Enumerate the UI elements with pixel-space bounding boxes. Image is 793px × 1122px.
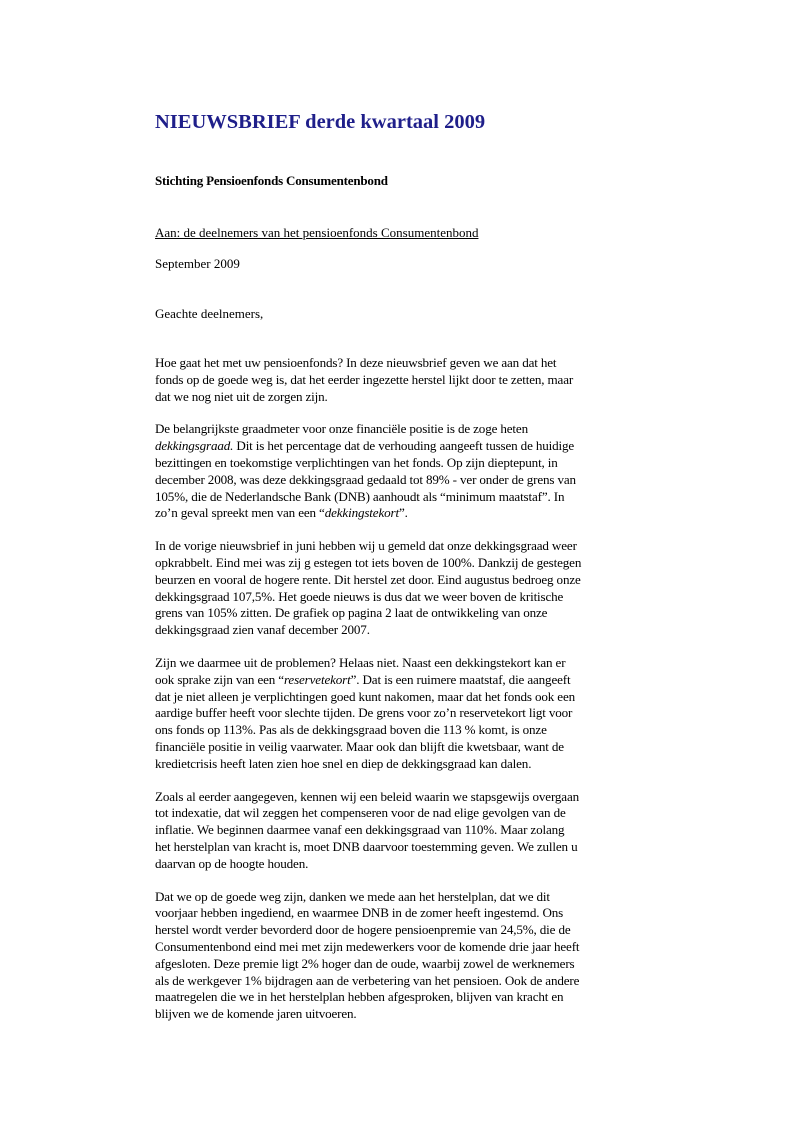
text-run: dekkingsgraad zien vanaf december 2007. (155, 622, 370, 638)
paragraph-line (155, 905, 650, 922)
paragraph-line (155, 438, 650, 455)
text-run: Dat we op de goede weg zijn, danken we mede aan het herstelplan, dat we dit (155, 888, 550, 904)
text-run: daarvan op de hoogte houden. (155, 855, 309, 871)
text-run: als de werkgever 1% bijdragen aan de verbetering van het pensioen. Ook de andere (155, 972, 580, 988)
paragraph-3 (155, 538, 650, 639)
paragraph-line (155, 421, 650, 438)
letter-body (155, 110, 650, 1023)
text-run: financiële positie in veilig vaarwater. Maar ook dan blijft die kwetsbaar, want de (155, 738, 564, 754)
paragraph-line (155, 939, 650, 956)
paragraph-6 (155, 889, 650, 1023)
salutation: Geachte deelnemers, (155, 306, 264, 321)
text-run: afgesloten. Deze premie ligt 2% hoger dan de oude, waarbij zowel de werknemers (155, 955, 575, 971)
paragraph-line (155, 956, 650, 973)
text-run: ”. Dat is een ruimere maatstaf, die aangeeft (350, 671, 571, 687)
paragraph-5 (155, 789, 650, 873)
letter-date: September 2009 (155, 256, 240, 271)
text-run: december 2008, was deze dekkingsgraad gedaald tot 89% - ver onder de grens van (155, 471, 576, 487)
paragraph-line (155, 1006, 650, 1023)
paragraph-line (155, 839, 650, 856)
paragraph-line (155, 739, 650, 756)
text-run: aardige buffer heeft voor slechte tijden. De grens voor zo’n reservetekort ligt voor (155, 705, 573, 721)
paragraph-line (155, 472, 650, 489)
paragraph-line (155, 389, 650, 406)
paragraph-4 (155, 655, 650, 773)
paragraph-line (155, 489, 650, 506)
paragraph-line (155, 372, 650, 389)
text-run: De belangrijkste graadmeter voor onze financiële positie is de zoge heten (155, 421, 528, 437)
paragraph-line (155, 672, 650, 689)
italic-term: dekkingsgraad. (155, 438, 234, 454)
text-run: ons fonds op 113%. Pas als de dekkingsgraad boven die 113 % komt, is onze (155, 722, 547, 738)
paragraph-line (155, 989, 650, 1006)
paragraph-line (155, 555, 650, 572)
text-run: Hoe gaat het met uw pensioenfonds? In deze nieuwsbrief geven we aan dat het (155, 355, 557, 370)
text-run: Consumentenbond eind mei met zijn medewerkers voor de komende drie jaar heeft (155, 938, 580, 954)
text-run: blijven we de komende jaren uitvoeren. (155, 1006, 357, 1022)
text-run: 105%, die de Nederlandsche Bank (DNB) aanhoudt als “minimum maatstaf”. In (155, 488, 565, 504)
text-run: opkrabbelt. Eind mei was zij g estegen tot iets boven de 100%. Dankzij de gestegen (155, 554, 582, 570)
paragraph-line (155, 789, 650, 806)
text-run: het herstelplan van kracht is, moet DNB daarvoor toestemming geven. We zullen u (155, 838, 578, 854)
text-run: ”. (398, 505, 408, 521)
text-run: bezittingen en toekomstige verplichtingen van het fonds. Op zijn dieptepunt, in (155, 454, 558, 470)
text-run: voorjaar hebben ingediend, en waarmee DNB in de zomer heeft ingestemd. Ons (155, 905, 564, 921)
italic-term: dekkingstekort (324, 505, 399, 521)
paragraph-line (155, 973, 650, 990)
text-run: dat we nog niet uit de zorgen zijn. (155, 388, 328, 404)
newsletter-title: NIEUWSBRIEF derde kwartaal 2009 (155, 111, 486, 133)
paragraph-line (155, 589, 650, 606)
text-run: tot indexatie, dat wil zeggen het compenseren voor de nad elige gevolgen van de (155, 805, 566, 821)
paragraph-line (155, 722, 650, 739)
paragraph-line (155, 705, 650, 722)
paragraph-2 (155, 421, 650, 522)
text-run: beurzen en vooral de hogere rente. Dit herstel zet door. Eind augustus bedroeg onze (155, 571, 581, 587)
text-run: kredietcrisis heeft laten zien hoe snel en diep de dekkingsgraad kan dalen. (155, 755, 532, 771)
paragraph-line (155, 822, 650, 839)
text-run: dekkingsgraad 107,5%. Het goede nieuws is dus dat we weer boven de kritische (155, 588, 564, 604)
letter-paragraphs (155, 355, 650, 1023)
paragraph-line (155, 856, 650, 873)
text-run: Zoals al eerder aangegeven, kennen wij een beleid waarin we stapsgewijs overgaan (155, 788, 580, 804)
paragraph-line (155, 538, 650, 555)
paragraph-line (155, 922, 650, 939)
text-run: fonds op de goede weg is, dat het eerder ingezette herstel lijkt door te zetten, maar (155, 371, 574, 387)
paragraph-line (155, 655, 650, 672)
text-run: herstel wordt verder bevorderd door de hogere pensioenpremie van 24,5%, die de (155, 922, 571, 938)
recipient-line: Aan: de deelnemers van het pensioenfonds Consumentenbond (155, 225, 479, 240)
text-run: ook sprake zijn van een “ (155, 671, 284, 687)
paragraph-line (155, 622, 650, 639)
paragraph-line (155, 572, 650, 589)
text-run: dat je niet alleen je verplichtingen goed kunt nakomen, maar dat het fonds ook een (155, 688, 576, 704)
paragraph-line (155, 805, 650, 822)
paragraph-line (155, 689, 650, 706)
paragraph-line (155, 889, 650, 906)
text-run: zo’n geval spreekt men van een “ (155, 505, 325, 521)
italic-term: reservetekort (283, 671, 351, 687)
text-run: In de vorige nieuwsbrief in juni hebben wij u gemeld dat onze dekkingsgraad weer (155, 538, 577, 554)
text-run: inflatie. We beginnen daarmee vanaf een dekkingsgraad van 110%. Maar zolang (155, 822, 565, 838)
paragraph-line (155, 756, 650, 773)
text-run: Dit is het percentage dat de verhouding aangeeft tussen de huidige (233, 438, 575, 454)
text-run: grens van 105% zitten. De grafiek op pagina 2 laat de ontwikkeling van onze (155, 605, 548, 621)
text-run: Zijn we daarmee uit de problemen? Helaas niet. Naast een dekkingstekort kan er (155, 654, 566, 670)
paragraph-line (155, 455, 650, 472)
text-run: maatregelen die we in het herstelplan hebben afgesproken, blijven van kracht en (155, 989, 564, 1005)
paragraph-line (155, 605, 650, 622)
paragraph-line (155, 355, 650, 372)
paragraph-line (155, 505, 650, 522)
organization-name: Stichting Pensioenfonds Consumentenbond (155, 173, 388, 188)
paragraph-1 (155, 355, 650, 405)
